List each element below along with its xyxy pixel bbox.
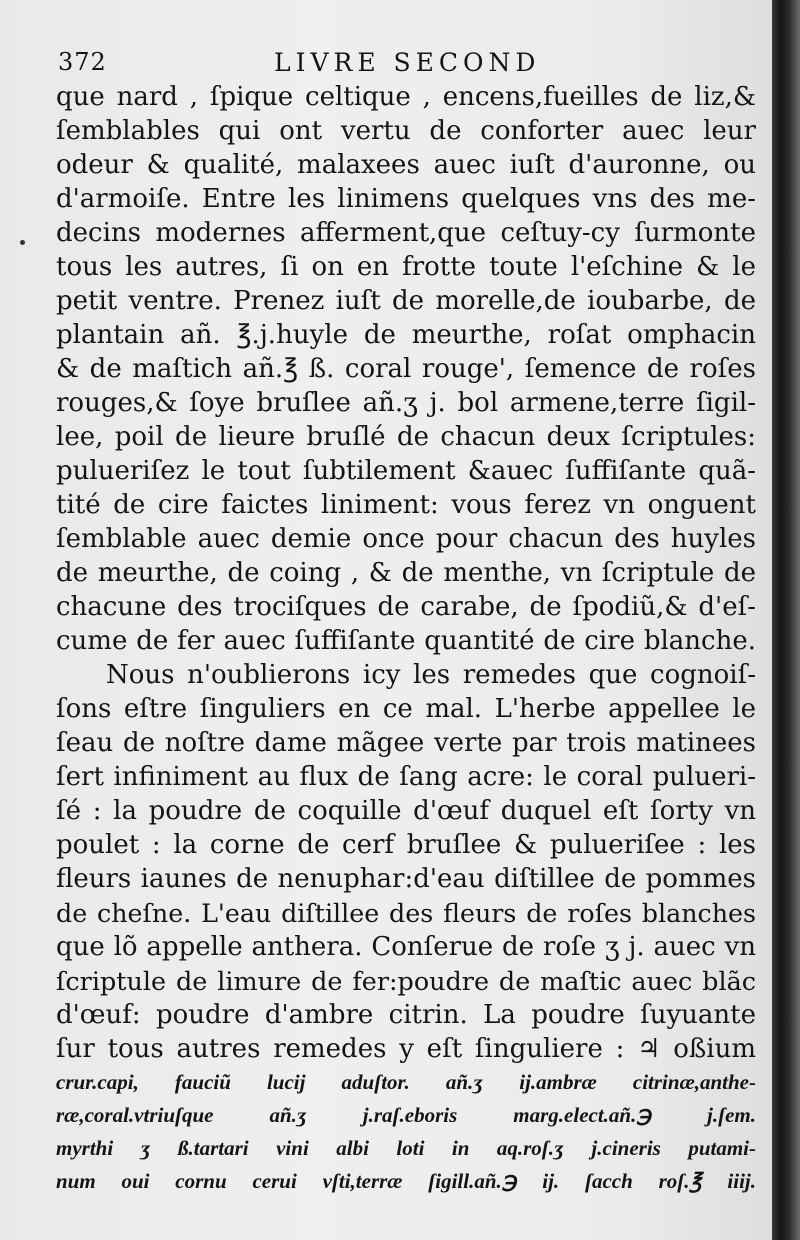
text-line: & de maſtich añ.℥ ß. coral rouge', ſemence de roſes <box>56 354 756 384</box>
text-line: ſemblable auec demie once pour chacun des huyles <box>56 524 756 554</box>
recipe-italic-line: myrthi ʒ ß.tartari vini albi loti in aq.roſ.ʒ j.cineris putami- <box>56 1136 756 1160</box>
text-line: plantain añ. ℥.j.huyle de meurthe, roſat omphacin <box>56 320 756 350</box>
text-line: ſé : la poudre de coquille d'œuf duquel eſt ſorty vn <box>56 796 756 826</box>
body-text <box>56 80 756 1198</box>
text-line: que nard , ſpique celtique , encens,fueilles de liz,& <box>56 82 756 112</box>
text-line: que lõ appelle anthera. Conſerue de roſe ʒ j. auec vn <box>56 932 756 962</box>
text-line: chacune des trociſques de carabe, de ſpodiũ,& d'eſ- <box>56 592 756 622</box>
text-line: ſur tous autres remedes y eſt ſinguliere : ♃ oßium <box>56 1034 756 1064</box>
page-number: 372 <box>58 48 107 76</box>
text-line: fleurs iaunes de nenuphar:d'eau diſtillee de pommes <box>56 864 756 894</box>
text-line: lee, poil de lieure bruſlé de chacun deux ſcriptules: <box>56 422 756 452</box>
text-line: decins modernes afferment,que ceſtuy-cy ſurmonte <box>56 218 756 248</box>
text-line: ſeau de noſtre dame mãgee verte par trois matinees <box>56 728 756 758</box>
margin-mark <box>20 240 25 245</box>
text-line: ſcriptule de limure de fer:poudre de maſtic auec blãc <box>56 966 756 996</box>
text-line: poulet : la corne de cerf bruſlee & pulueriſee : les <box>56 830 756 860</box>
recipe-italic-line: num oui cornu cerui vſti,terræ ſigill.añ.℈ ij. ſacch roſ.℥ iiij. <box>56 1169 756 1193</box>
recipe-italic-line: ræ,coral.vtriuſque añ.ʒ j.raſ.eboris marg.elect.añ.℈ j.ſem. <box>56 1103 756 1127</box>
text-line: de cheſne. L'eau diſtillee des fleurs de roſes blanches <box>56 898 756 928</box>
recipe-italic-line: crur.capi, fauciũ lucij aduſtor. añ.ʒ ij.ambræ citrinæ,anthe- <box>56 1070 756 1094</box>
text-line: petit ventre. Prenez iuſt de morelle,de ioubarbe, de <box>56 286 756 316</box>
text-line: ſert infiniment au flux de ſang acre: le coral pulueri- <box>56 762 756 792</box>
text-line: odeur & qualité, malaxees auec iuſt d'auronne, ou <box>56 150 756 180</box>
text-line: ſons eſtre ſinguliers en ce mal. L'herbe appellee le <box>56 694 756 724</box>
text-line: pulueriſez le tout ſubtilement &auec ſuffiſante quã- <box>56 456 756 486</box>
text-line: d'armoiſe. Entre les linimens quelques vns des me- <box>56 184 756 214</box>
text-line: tous les autres, ſi on en frotte toute l'eſchine & le <box>56 252 756 282</box>
paragraph-start-line: Nous n'oublierons icy les remedes que cognoiſ- <box>106 660 756 690</box>
text-line: tité de cire faictes liniment: vous ferez vn onguent <box>56 490 756 520</box>
page-header <box>58 44 758 80</box>
text-line: rouges,& ſoye bruſlee añ.ʒ j. bol armene,terre ſigil- <box>56 388 756 418</box>
text-line: cume de fer auec ſuffiſante quantité de cire blanche. <box>56 626 756 656</box>
text-line: ſemblables qui ont vertu de conforter auec leur <box>56 116 756 146</box>
running-title: LIVRE SECOND <box>274 48 541 77</box>
text-line: d'œuf: poudre d'ambre citrin. La poudre ſuyuante <box>56 1000 756 1030</box>
text-line: de meurthe, de coing , & de menthe, vn ſcriptule de <box>56 558 756 588</box>
book-gutter <box>772 0 800 1240</box>
